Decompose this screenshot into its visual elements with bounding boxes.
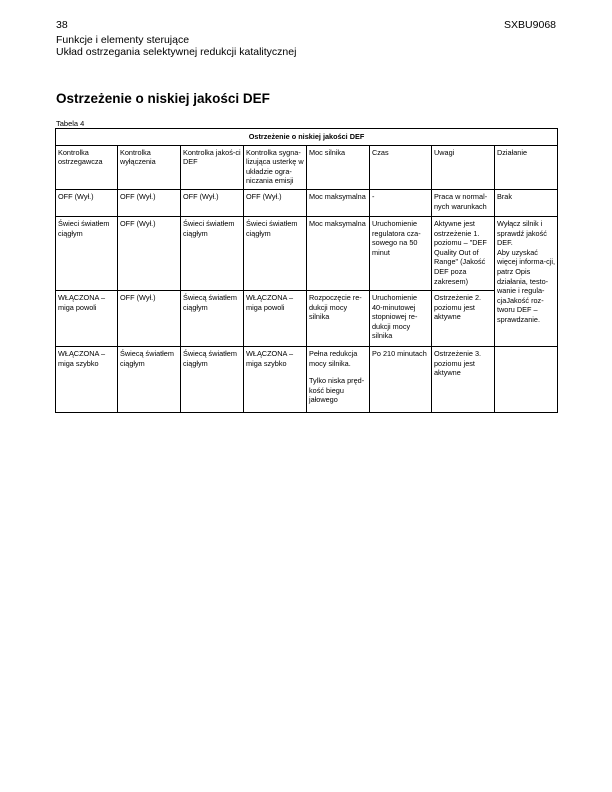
table-cell: Uruchomienie 40-minutowej stopniowej re-dukcji mocy silnika (370, 290, 432, 346)
table-cell: Brak (495, 189, 558, 216)
table-cell: Ostrzeżenie 3. poziomu jest aktywne (432, 346, 495, 412)
table-row (56, 189, 558, 216)
table-cell: WŁĄCZONA – miga powoli (56, 290, 118, 346)
table-cell: Po 210 minutach (370, 346, 432, 412)
table-cell: Świecą światłem ciągłym (118, 346, 181, 412)
table-label: Tabela 4 (56, 119, 85, 128)
table-row (56, 346, 558, 412)
table-cell: OFF (Wył.) (56, 189, 118, 216)
table-row (56, 290, 558, 346)
column-header: Moc silnika (307, 145, 370, 189)
table-cell: WŁĄCZONA – miga szybko (244, 346, 307, 412)
table-cell: Praca w normal-nych warunkach (432, 189, 495, 216)
table-caption: Ostrzeżenie o niskiej jakości DEF (56, 129, 558, 146)
table-cell: Świecą światłem ciągłym (181, 290, 244, 346)
table-cell: Rozpoczęcie re-dukcji mocy silnika (307, 290, 370, 346)
page-number: 38 (56, 19, 68, 31)
document-code: SXBU9068 (504, 19, 556, 31)
table-cell: OFF (Wył.) (118, 216, 181, 290)
table-cell: Ostrzeżenie 2. poziomu jest aktywne (432, 290, 495, 346)
table-cell: OFF (Wył.) (118, 290, 181, 346)
table-cell: WŁĄCZONA – miga powoli (244, 290, 307, 346)
table-cell: OFF (Wył.) (181, 189, 244, 216)
table-cell: Świeci światłem ciągłym (244, 216, 307, 290)
table-caption-row (56, 129, 558, 146)
column-header: Kontrolka sygna-lizująca usterkę w układzie ogra-niczania emisji (244, 145, 307, 189)
table-cell: Uruchomienie regulatora cza-sowego na 50 minut (370, 216, 432, 290)
action-line: Aby uzyskać więcej informa-cji, patrz Opis działania, testo-wanie i regula-cjaJakość roz-tworu DEF – sprawdzanie. (497, 247, 555, 324)
table-header-row (56, 145, 558, 189)
table-cell: OFF (Wył.) (244, 189, 307, 216)
table-row (56, 216, 558, 290)
table-cell (495, 346, 558, 412)
column-header: Kontrolka jakoś-ci DEF (181, 145, 244, 189)
action-cell (495, 216, 558, 346)
column-header: Działanie (495, 145, 558, 189)
def-quality-table (55, 128, 558, 413)
table-cell: OFF (Wył.) (118, 189, 181, 216)
column-header: Kontrolka ostrzegawcza (56, 145, 118, 189)
table-cell: Świeci światłem ciągłym (181, 216, 244, 290)
table-cell: Moc maksymalna (307, 189, 370, 216)
engine-power-note: Tylko niska pręd-kość biegu jałowego (309, 376, 365, 405)
table-cell: Aktywne jest ostrzeżenie 1. poziomu – "DEF Quality Out of Range" (Jakość DEF poza zakresem) (432, 216, 495, 290)
page-title: Ostrzeżenie o niskiej jakości DEF (56, 91, 270, 106)
column-header: Czas (370, 145, 432, 189)
table-cell (307, 346, 370, 412)
table-cell: WŁĄCZONA – miga szybko (56, 346, 118, 412)
section-title: Funkcje i elementy sterujące (56, 34, 190, 46)
table-cell: Moc maksymalna (307, 216, 370, 290)
engine-power-text: Pełna redukcja mocy silnika. (309, 348, 358, 368)
table-cell: Świeci światłem ciągłym (56, 216, 118, 290)
table-cell: - (370, 189, 432, 216)
column-header: Uwagi (432, 145, 495, 189)
table-cell: Świecą światłem ciągłym (181, 346, 244, 412)
subsection-title: Układ ostrzegania selektywnej redukcji katalitycznej (56, 46, 297, 58)
action-line: Wyłącz silnik i sprawdź jakość DEF. (497, 218, 547, 248)
column-header: Kontrolka wyłączenia (118, 145, 181, 189)
